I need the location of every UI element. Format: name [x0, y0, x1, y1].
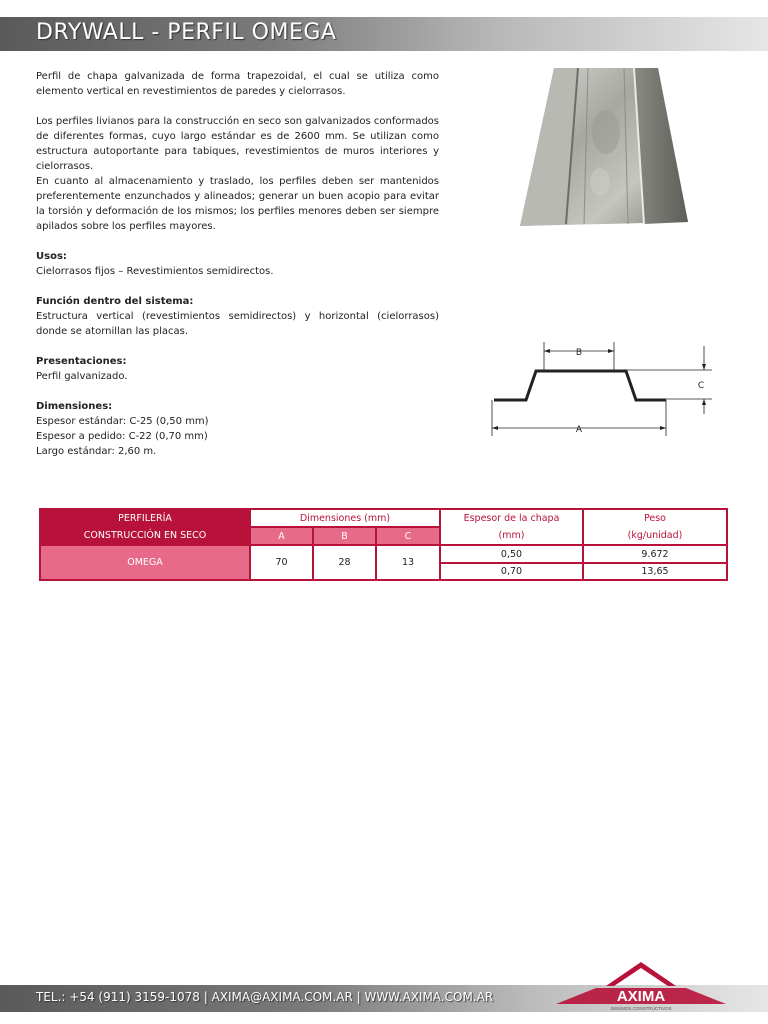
dimension-label-b: B — [575, 348, 583, 358]
dimensiones-heading: Dimensiones: — [36, 401, 113, 412]
construction-paragraph: Los perfiles livianos para la construcción en seco son galvanizados conformados de diferentes formas, cuyo largo estándar es de 2600 mm. Se utilizan como estructura autoportante para tabiques, revestimientos de muros interiores y cielorrasos. — [36, 116, 439, 172]
dimension-label-a: A — [575, 425, 583, 435]
dimensiones-line-2: Espesor a pedido: C-22 (0,70 mm) — [36, 431, 208, 442]
weight-row-1: 9.672 — [584, 546, 726, 562]
intro-paragraph: Perfil de chapa galvanizada de forma trapezoidal, el cual se utiliza como elemento vertical en revestimientos de paredes y cielorrasos. — [36, 71, 439, 97]
value-b-cell: 28 — [314, 546, 375, 579]
usos-text: Cielorrasos fijos – Revestimientos semidirectos. — [36, 266, 274, 277]
column-b-header: B — [314, 528, 375, 544]
weight-header-line-1: Peso — [644, 513, 666, 524]
omega-profile-photo — [488, 62, 720, 232]
usos-heading: Usos: — [36, 251, 67, 262]
thickness-header-line-2: (mm) — [498, 530, 525, 541]
weight-header — [584, 510, 726, 544]
contact-info: TEL.: +54 (911) 3159-1078 | AXIMA@AXIMA.COM.AR | WWW.AXIMA.COM.AR — [36, 990, 494, 1004]
weight-header-line-2: (kg/unidad) — [627, 530, 683, 541]
value-c-cell: 13 — [377, 546, 439, 579]
dimension-label-c: C — [697, 381, 705, 391]
omega-cross-section-diagram — [486, 338, 716, 444]
column-c-header: C — [377, 528, 439, 544]
logo-tagline: INSUMOS CONSTRUCTIVOS — [610, 1006, 672, 1011]
logo-brand-text: AXIMA — [616, 988, 666, 1005]
funcion-text: Estructura vertical (revestimientos semidirectos) y horizontal (cielorrasos) donde se atornillan las placas. — [36, 311, 439, 337]
dimensiones-line-1: Espesor estándar: C-25 (0,50 mm) — [36, 416, 209, 427]
thickness-row-2: 0,70 — [441, 564, 582, 579]
description-text — [36, 69, 439, 459]
funcion-heading: Función dentro del sistema: — [36, 296, 194, 307]
specification-table — [39, 508, 728, 581]
weight-row-2: 13,65 — [584, 564, 726, 579]
thickness-header — [441, 510, 582, 544]
table-category-line-2: CONSTRUCCIÓN EN SECO — [83, 530, 207, 541]
axima-logo — [556, 960, 726, 1012]
thickness-header-line-1: Espesor de la chapa — [463, 513, 560, 524]
product-name-cell: OMEGA — [41, 546, 249, 579]
table-category-header — [41, 510, 249, 544]
dimensions-header: Dimensiones (mm) — [251, 510, 439, 526]
storage-paragraph: En cuanto al almacenamiento y traslado, los perfiles deben ser mantenidos preferentemente enzunchados y alineados; generar un buen acopio para evitar la torsión y deformación de los mismos; los perfiles menores deben ser siempre apilados sobre los perfiles mayores. — [36, 176, 439, 232]
page-title: DRYWALL - PERFIL OMEGA — [36, 20, 337, 45]
presentaciones-heading: Presentaciones: — [36, 356, 127, 367]
presentaciones-text: Perfil galvanizado. — [36, 371, 128, 382]
thickness-row-1: 0,50 — [441, 546, 582, 562]
table-category-line-1: PERFILERÍA — [118, 513, 172, 524]
column-a-header: A — [251, 528, 312, 544]
value-a-cell: 70 — [251, 546, 312, 579]
dimensiones-line-3: Largo estándar: 2,60 m. — [36, 446, 157, 457]
